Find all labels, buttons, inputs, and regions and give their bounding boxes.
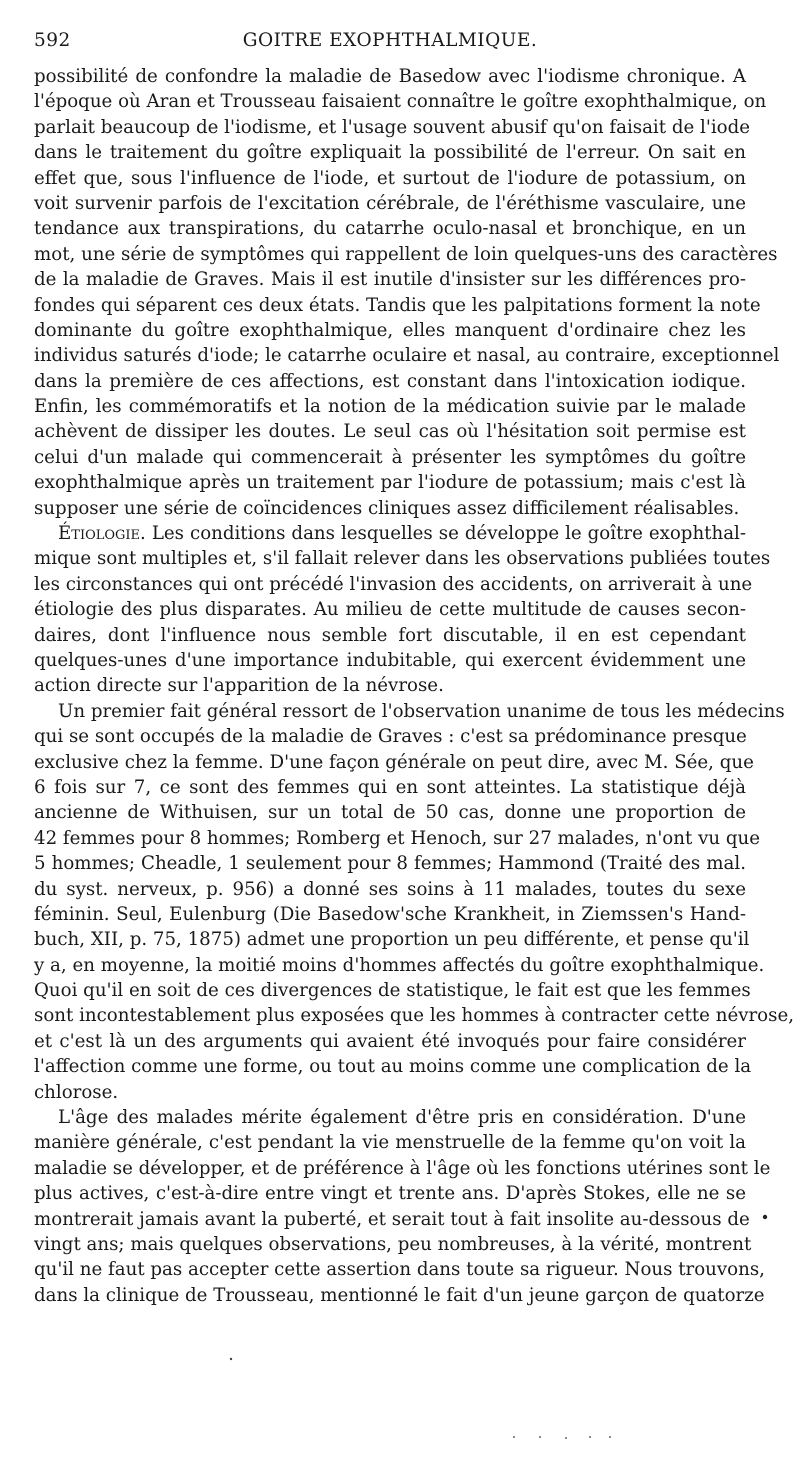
scan-speck — [565, 1437, 567, 1439]
text-line: effet que, sous l'influence de l'iode, et surtout de l'iodure de potassium, on — [34, 167, 746, 189]
scan-speck — [513, 1436, 515, 1438]
text-line: parlait beaucoup de l'iodisme, et l'usage souvent abusif qu'on faisait de l'iode — [34, 116, 751, 138]
text-line: Un premier fait général ressort de l'observation unanime de tous les médecins — [58, 700, 785, 722]
text-line: mique sont multiples et, s'il fallait relever dans les observations publiées toutes — [34, 548, 771, 570]
text-line: daires, dont l'influence nous semble fort discutable, il en est cependant — [34, 624, 746, 646]
text-line: action directe sur l'apparition de la névrose. — [34, 675, 444, 697]
text-line: dans la clinique de Trousseau, mentionné le fait d'un jeune garçon de quatorze — [34, 1284, 765, 1306]
page-number: 592 — [34, 30, 71, 51]
text-line: Quoi qu'il en soit de ces divergences de statistique, le fait est que les femmes — [34, 980, 751, 1002]
text-line: l'époque où Aran et Trousseau faisaient connaître le goître exophthalmique, on — [34, 91, 767, 113]
text-line: possibilité de confondre la maladie de Basedow avec l'iodisme chronique. A — [34, 66, 746, 87]
text-line: les circonstances qui ont précédé l'invasion des accidents, on arriverait à une — [34, 573, 753, 595]
text-line-content: Les conditions dans lesquelles se développe le goître exophthal- — [145, 523, 746, 545]
text-line: supposer une série de coïncidences cliniques assez difficilement réalisables. — [34, 497, 740, 519]
text-line: plus actives, c'est-à-dire entre vingt et trente ans. D'après Stokes, elle ne se — [34, 1183, 746, 1205]
text-line: de la maladie de Graves. Mais il est inutile d'insister sur les différences pro- — [34, 269, 746, 291]
text-line: chlorose. — [34, 1081, 119, 1103]
text-line: l'affection comme une forme, ou tout au moins comme une complication de la — [34, 1056, 752, 1078]
text-line: ancienne de Withuisen, sur un total de 50 cas, donne une proportion de — [34, 802, 746, 824]
text-line: dans la première de ces affections, est constant dans l'intoxication iodique. — [34, 370, 746, 392]
running-title: GOITRE EXOPHTHALMIQUE. — [242, 30, 538, 51]
text-line: fondes qui séparent ces deux états. Tandis que les palpitations forment la note — [34, 294, 761, 316]
text-line: sont incontestablement plus exposées que les hommes à contracter cette névrose, — [34, 1005, 795, 1027]
text-line: féminin. Seul, Eulenburg (Die Basedow'sche Krankheit, in Ziemssen's Hand- — [34, 903, 746, 925]
text-line: y a, en moyenne, la moitié moins d'hommes affectés du goître exophthalmique. — [34, 954, 765, 976]
text-line: exclusive chez la femme. D'une façon générale on peut dire, avec M. Sée, que — [34, 751, 754, 773]
text-line: vingt ans; mais quelques observations, peu nombreuses, à la vérité, montrent — [34, 1233, 752, 1255]
text-line: achèvent de dissiper les doutes. Le seul cas où l'hésitation soit permise est — [34, 421, 746, 443]
text-line: buch, XII, p. 75, 1875) admet une proportion un peu différente, et pense qu'il — [34, 929, 750, 951]
text-line: L'âge des malades mérite également d'être pris en considération. D'une — [58, 1107, 746, 1129]
text-line: manière générale, c'est pendant la vie menstruelle de la femme qu'on voit la — [34, 1132, 746, 1154]
text-line: 5 hommes; Cheadle, 1 seulement pour 8 femmes; Hammond (Traité des mal. — [34, 853, 746, 875]
text-line: du syst. nerveux, p. 956) a donné ses soins à 11 malades, toutes du sexe — [34, 878, 746, 900]
text-line: Enfin, les commémoratifs et la notion de la médication suivie par le malade — [34, 396, 746, 418]
text-line: qui se sont occupés de la maladie de Graves : c'est sa prédominance presque — [34, 726, 747, 748]
text-line: maladie se développer, et de préférence à l'âge où les fonctions utérines sont le — [34, 1157, 771, 1179]
text-line: voit survenir parfois de l'excitation cérébrale, de l'éréthisme vasculaire, une — [34, 192, 746, 214]
scan-speck — [609, 1436, 611, 1438]
section-heading: Étiologie. — [58, 523, 146, 545]
text-line: tendance aux transpirations, du catarrhe oculo-nasal et bronchique, en un — [34, 218, 746, 240]
scan-speck — [539, 1436, 541, 1438]
text-line: 6 fois sur 7, ce sont des femmes qui en sont atteintes. La statistique déjà — [34, 776, 746, 798]
text-line: individus saturés d'iode; le catarrhe oculaire et nasal, au contraire, exceptionnel — [34, 345, 780, 367]
text-line: dominante du goître exophthalmique, elles manquent d'ordinaire chez les — [34, 319, 746, 341]
scan-speck — [589, 1436, 591, 1438]
text-line: quelques-unes d'une importance indubitable, qui exercent évidemment une — [34, 649, 746, 671]
scan-speck — [763, 1215, 767, 1219]
text-line: dans le traitement du goître expliquait la possibilité de l'erreur. On sait en — [34, 142, 746, 164]
text-line: et c'est là un des arguments qui avaient été invoqués pour faire considérer — [34, 1030, 746, 1052]
text-line: montrerait jamais avant la puberté, et serait tout à fait insolite au-dessous de — [34, 1208, 750, 1230]
text-line: 42 femmes pour 8 hommes; Romberg et Henoch, sur 27 malades, n'ont vu que — [34, 827, 760, 849]
text-line: celui d'un malade qui commencerait à présenter les symptômes du goître — [34, 446, 746, 468]
text-line: qu'il ne faut pas accepter cette assertion dans toute sa rigueur. Nous trouvons, — [34, 1259, 765, 1281]
scan-speck — [230, 1358, 232, 1360]
text-line: étiologie des plus disparates. Au milieu de cette multitude de causes secon- — [34, 599, 746, 621]
text-line: exophthalmique après un traitement par l'iodure de potassium; mais c'est là — [34, 472, 746, 494]
text-line: mot, une série de symptômes qui rappellent de loin quelques-uns des caractères — [34, 243, 778, 265]
